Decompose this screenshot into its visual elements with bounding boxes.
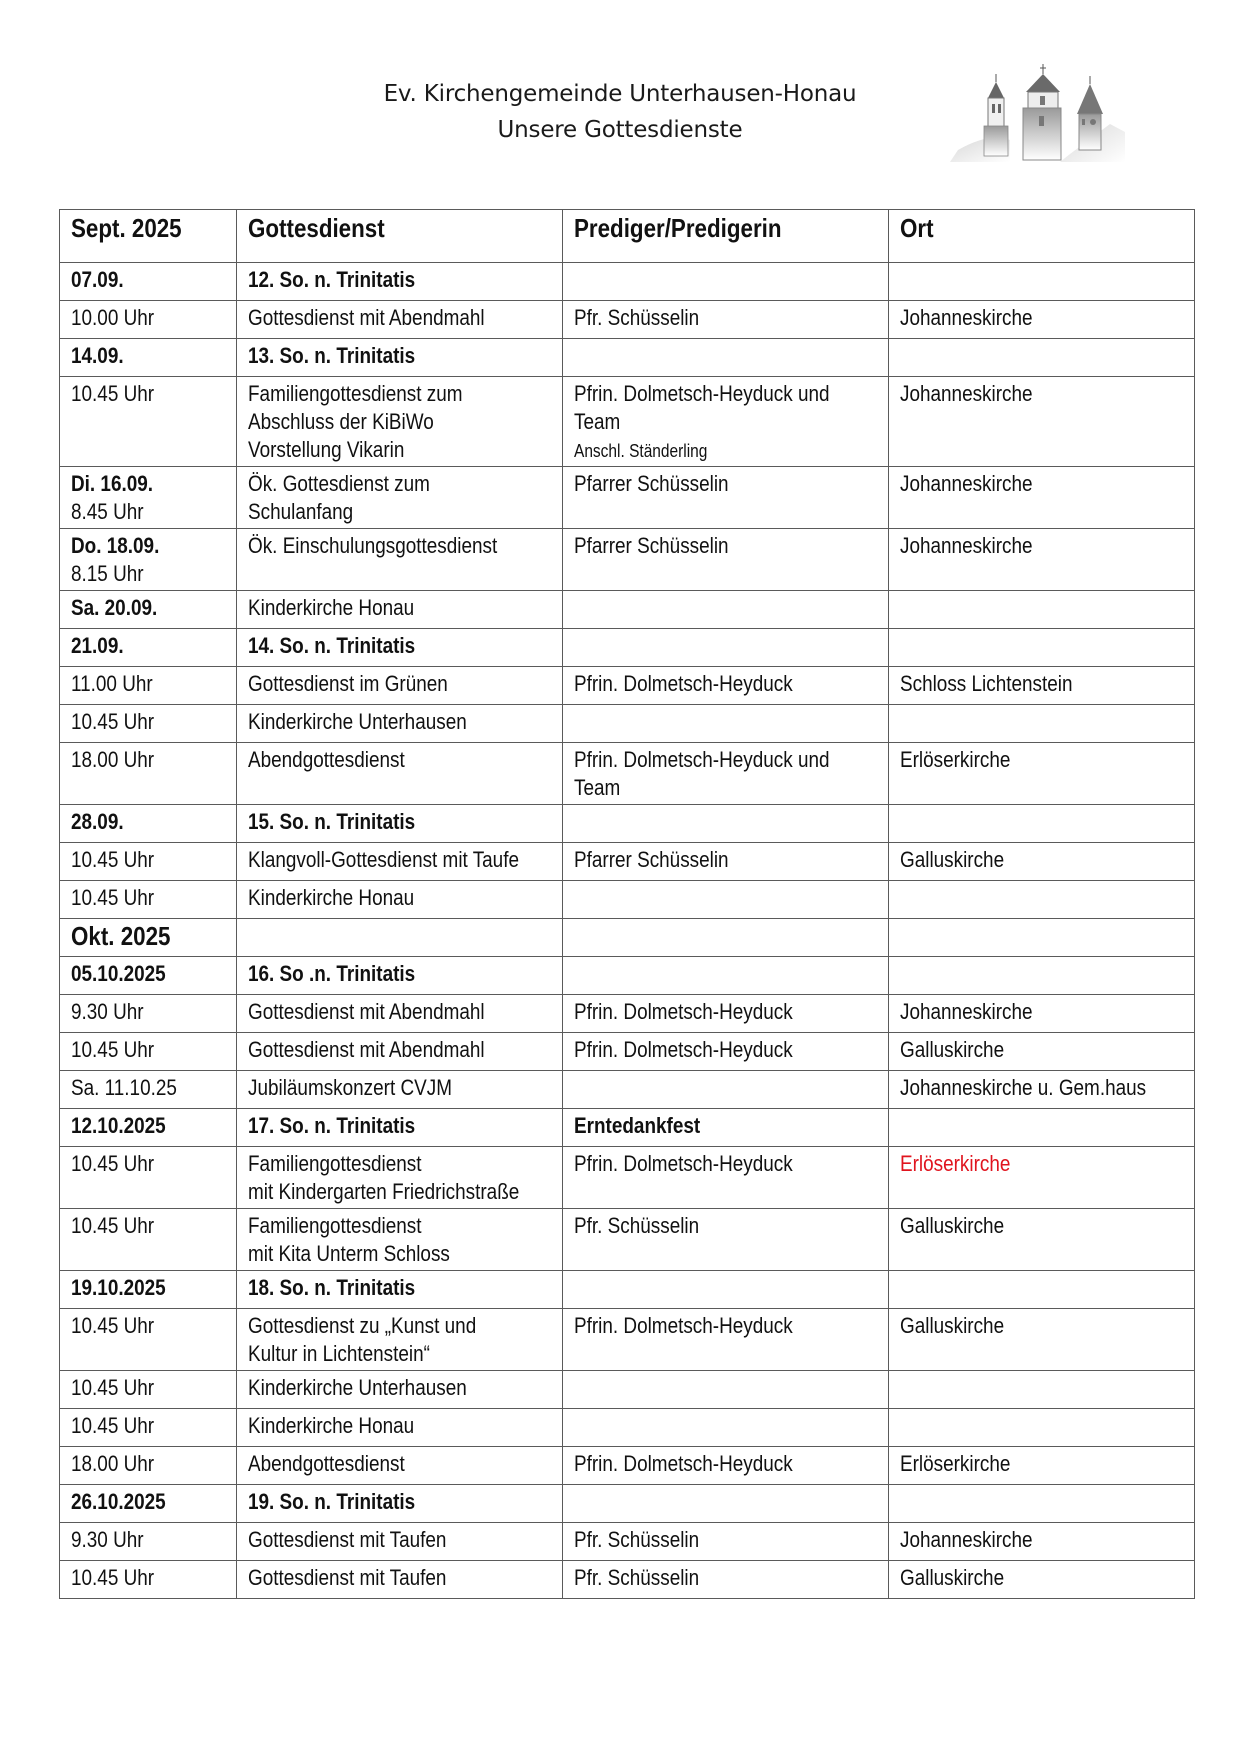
cell-text: Johanneskirche — [900, 999, 1033, 1024]
service-cell — [237, 995, 563, 1033]
cell-text: Johanneskirche — [900, 305, 1033, 330]
service-cell — [237, 843, 563, 881]
table-row — [60, 805, 1195, 843]
cell-text: Pfr. Schüsselin — [574, 1527, 700, 1552]
service-cell — [237, 1447, 563, 1485]
location-cell — [889, 1561, 1195, 1599]
cell-text: 15. So. n. Trinitatis — [248, 809, 416, 834]
location-cell — [889, 919, 1195, 957]
service-cell — [237, 1409, 563, 1447]
cell-text: Pfrin. Dolmetsch-Heyduck — [574, 1451, 793, 1476]
cell-text: Do. 18.09. — [71, 533, 160, 558]
preacher-cell — [563, 1071, 889, 1109]
preacher-cell — [563, 705, 889, 743]
date-time-cell — [60, 591, 237, 629]
cell-text: 10.00 Uhr — [71, 305, 155, 330]
service-cell — [237, 629, 563, 667]
table-row — [60, 1409, 1195, 1447]
location-cell — [889, 263, 1195, 301]
preacher-cell — [563, 667, 889, 705]
location-cell — [889, 1523, 1195, 1561]
table-row — [60, 1371, 1195, 1409]
date-time-cell — [60, 1561, 237, 1599]
table-row — [60, 467, 1195, 529]
cell-text: Gottesdienst mit Taufen — [248, 1527, 447, 1552]
service-cell — [237, 919, 563, 957]
table-row — [60, 1309, 1195, 1371]
cell-text: Galluskirche — [900, 1313, 1005, 1338]
preacher-cell — [563, 881, 889, 919]
service-cell — [237, 1309, 563, 1371]
location-cell — [889, 1409, 1195, 1447]
cell-text: Schloss Lichtenstein — [900, 671, 1073, 696]
cell-text: Ök. Gottesdienst zum — [248, 471, 430, 496]
date-time-cell — [60, 805, 237, 843]
cell-text: 14.09. — [71, 343, 124, 368]
cell-text: Kinderkirche Honau — [248, 595, 415, 620]
cell-text: Galluskirche — [900, 1037, 1005, 1062]
column-header-month: Sept. 2025 — [60, 210, 237, 263]
preacher-cell — [563, 1447, 889, 1485]
cell-text: Kinderkirche Honau — [248, 885, 415, 910]
location-cell — [889, 881, 1195, 919]
location-cell — [889, 1371, 1195, 1409]
cell-text: Pfrin. Dolmetsch-Heyduck und — [574, 381, 830, 406]
cell-text: 10.45 Uhr — [71, 1151, 155, 1176]
table-row — [60, 1485, 1195, 1523]
cell-text: Di. 16.09. — [71, 471, 154, 496]
table-header-row — [60, 210, 1195, 263]
preacher-cell — [563, 1147, 889, 1209]
preacher-cell — [563, 1109, 889, 1147]
preacher-cell — [563, 995, 889, 1033]
date-time-cell — [60, 1209, 237, 1271]
location-cell — [889, 529, 1195, 591]
location-cell — [889, 1147, 1195, 1209]
cell-text: Galluskirche — [900, 847, 1005, 872]
service-cell — [237, 881, 563, 919]
cell-text: Gottesdienst mit Taufen — [248, 1565, 447, 1590]
table-row — [60, 957, 1195, 995]
cell-text: 9.30 Uhr — [71, 999, 144, 1024]
service-cell — [237, 339, 563, 377]
cell-text: Pfrin. Dolmetsch-Heyduck — [574, 1037, 793, 1062]
date-time-cell — [60, 1371, 237, 1409]
cell-text: Gottesdienst mit Abendmahl — [248, 999, 485, 1024]
table-row — [60, 1071, 1195, 1109]
location-cell — [889, 1447, 1195, 1485]
date-time-cell — [60, 667, 237, 705]
cell-text: 10.45 Uhr — [71, 885, 155, 910]
cell-text: Johanneskirche — [900, 381, 1033, 406]
table-row — [60, 1561, 1195, 1599]
location-cell — [889, 1485, 1195, 1523]
cell-text: 11.00 Uhr — [71, 671, 153, 696]
cell-text: Sa. 20.09. — [71, 595, 158, 620]
table-row — [60, 1033, 1195, 1071]
table-row — [60, 705, 1195, 743]
service-time: 8.15 Uhr — [71, 561, 144, 586]
date-time-cell — [60, 843, 237, 881]
cell-text: Pfrin. Dolmetsch-Heyduck — [574, 671, 793, 696]
cell-text: Erntedankfest — [574, 1113, 701, 1138]
cell-text: Schulanfang — [248, 499, 354, 524]
service-cell — [237, 1209, 563, 1271]
table-row — [60, 1271, 1195, 1309]
cell-text: Gottesdienst im Grünen — [248, 671, 448, 696]
table-row — [60, 919, 1195, 957]
service-cell — [237, 705, 563, 743]
service-cell — [237, 805, 563, 843]
cell-text: 10.45 Uhr — [71, 381, 155, 406]
date-time-cell — [60, 1485, 237, 1523]
date-time-cell — [60, 263, 237, 301]
location-cell — [889, 301, 1195, 339]
cell-text: 12.10.2025 — [71, 1113, 166, 1138]
preacher-cell — [563, 301, 889, 339]
cell-text: Jubiläumskonzert CVJM — [248, 1075, 452, 1100]
cell-text: 13. So. n. Trinitatis — [248, 343, 416, 368]
service-cell — [237, 1071, 563, 1109]
table-row — [60, 629, 1195, 667]
location-cell — [889, 591, 1195, 629]
cell-text: 10.45 Uhr — [71, 1375, 155, 1400]
cell-text: 16. So .n. Trinitatis — [248, 961, 416, 986]
cell-text: 18. So. n. Trinitatis — [248, 1275, 416, 1300]
preacher-cell — [563, 957, 889, 995]
cell-text: Klangvoll-Gottesdienst mit Taufe — [248, 847, 519, 872]
cell-text: Gottesdienst mit Abendmahl — [248, 305, 485, 330]
preacher-cell — [563, 339, 889, 377]
cell-text: 10.45 Uhr — [71, 1565, 155, 1590]
preacher-cell — [563, 377, 889, 467]
location-cell — [889, 629, 1195, 667]
service-cell — [237, 1371, 563, 1409]
service-cell — [237, 667, 563, 705]
table-body — [60, 263, 1195, 1599]
cell-text: Okt. 2025 — [71, 921, 171, 951]
cell-text: Familiengottesdienst zum — [248, 381, 463, 406]
cell-text: 10.45 Uhr — [71, 709, 155, 734]
cell-text: Erlöserkirche — [900, 1151, 1011, 1176]
service-cell — [237, 1033, 563, 1071]
cell-text: Gottesdienst mit Abendmahl — [248, 1037, 485, 1062]
location-cell — [889, 705, 1195, 743]
cell-text: 18.00 Uhr — [71, 1451, 155, 1476]
location-cell — [889, 957, 1195, 995]
date-time-cell — [60, 1147, 237, 1209]
preacher-cell — [563, 529, 889, 591]
cell-text: mit Kindergarten Friedrichstraße — [248, 1179, 520, 1204]
cell-text: Kinderkirche Unterhausen — [248, 709, 467, 734]
preacher-cell — [563, 743, 889, 805]
preacher-cell — [563, 1271, 889, 1309]
service-cell — [237, 1271, 563, 1309]
location-cell — [889, 995, 1195, 1033]
location-cell — [889, 1271, 1195, 1309]
cell-text: Team — [574, 409, 621, 434]
preacher-cell — [563, 805, 889, 843]
cell-text: Pfarrer Schüsselin — [574, 847, 729, 872]
cell-text: 10.45 Uhr — [71, 1413, 155, 1438]
cell-text: Familiengottesdienst — [248, 1213, 422, 1238]
cell-text: Pfrin. Dolmetsch-Heyduck und — [574, 747, 830, 772]
cell-text: 18.00 Uhr — [71, 747, 155, 772]
cell-text: 9.30 Uhr — [71, 1527, 144, 1552]
date-time-cell — [60, 705, 237, 743]
cell-text: Abschluss der KiBiWo — [248, 409, 434, 434]
cell-text: Pfarrer Schüsselin — [574, 471, 729, 496]
table-row — [60, 529, 1195, 591]
cell-text: Galluskirche — [900, 1213, 1005, 1238]
location-cell — [889, 805, 1195, 843]
cell-text: Pfr. Schüsselin — [574, 1565, 700, 1590]
preacher-cell — [563, 1561, 889, 1599]
location-cell — [889, 1209, 1195, 1271]
table-row — [60, 301, 1195, 339]
service-cell — [237, 1561, 563, 1599]
preacher-cell — [563, 629, 889, 667]
table-row — [60, 995, 1195, 1033]
cell-text: Pfr. Schüsselin — [574, 1213, 700, 1238]
cell-text: Kultur in Lichtenstein“ — [248, 1341, 430, 1366]
service-cell — [237, 1147, 563, 1209]
preacher-cell — [563, 1309, 889, 1371]
preacher-cell — [563, 843, 889, 881]
table-row — [60, 339, 1195, 377]
page-subtitle: Unsere Gottesdienste — [497, 117, 743, 143]
location-cell — [889, 377, 1195, 467]
date-time-cell — [60, 1109, 237, 1147]
cell-text: Pfrin. Dolmetsch-Heyduck — [574, 1313, 793, 1338]
cell-text: 28.09. — [71, 809, 124, 834]
table-row — [60, 263, 1195, 301]
date-time-cell — [60, 881, 237, 919]
cell-text: 14. So. n. Trinitatis — [248, 633, 416, 658]
service-cell — [237, 263, 563, 301]
cell-text: Johanneskirche u. Gem.haus — [900, 1075, 1147, 1100]
preacher-cell — [563, 1485, 889, 1523]
cell-text: Kinderkirche Honau — [248, 1413, 415, 1438]
date-time-cell — [60, 467, 237, 529]
cell-text: Familiengottesdienst — [248, 1151, 422, 1176]
cell-text: Erlöserkirche — [900, 1451, 1011, 1476]
location-cell — [889, 743, 1195, 805]
table-row — [60, 591, 1195, 629]
table-row — [60, 1209, 1195, 1271]
cell-text: Ök. Einschulungsgottesdienst — [248, 533, 498, 558]
cell-text: Vorstellung Vikarin — [248, 437, 405, 462]
cell-text: Abendgottesdienst — [248, 1451, 405, 1476]
cell-text: Galluskirche — [900, 1565, 1005, 1590]
table-row — [60, 743, 1195, 805]
cell-text: Pfarrer Schüsselin — [574, 533, 729, 558]
cell-text: 10.45 Uhr — [71, 1313, 155, 1338]
date-time-cell — [60, 339, 237, 377]
service-time: 8.45 Uhr — [71, 499, 144, 524]
column-header-service: Gottesdienst — [237, 210, 563, 263]
preacher-cell — [563, 919, 889, 957]
table-row — [60, 667, 1195, 705]
preacher-cell — [563, 591, 889, 629]
cell-text: Pfrin. Dolmetsch-Heyduck — [574, 999, 793, 1024]
table-row — [60, 1523, 1195, 1561]
cell-text: Pfrin. Dolmetsch-Heyduck — [574, 1151, 793, 1176]
preacher-cell — [563, 1033, 889, 1071]
cell-text: Team — [574, 775, 621, 800]
location-cell — [889, 339, 1195, 377]
preacher-cell — [563, 263, 889, 301]
cell-text: Abendgottesdienst — [248, 747, 405, 772]
cell-text: 10.45 Uhr — [71, 1213, 155, 1238]
service-cell — [237, 301, 563, 339]
title-block — [320, 76, 920, 148]
date-time-cell — [60, 1523, 237, 1561]
cell-text: 10.45 Uhr — [71, 1037, 155, 1062]
cell-text: 17. So. n. Trinitatis — [248, 1113, 416, 1138]
cell-text: Pfr. Schüsselin — [574, 305, 700, 330]
cell-text: Johanneskirche — [900, 471, 1033, 496]
cell-text: 19.10.2025 — [71, 1275, 166, 1300]
preacher-cell — [563, 467, 889, 529]
table-row — [60, 1147, 1195, 1209]
service-cell — [237, 743, 563, 805]
cell-text: Kinderkirche Unterhausen — [248, 1375, 467, 1400]
date-time-cell — [60, 995, 237, 1033]
date-time-cell — [60, 957, 237, 995]
date-time-cell — [60, 1447, 237, 1485]
service-schedule-table — [59, 209, 1195, 1599]
location-cell — [889, 1071, 1195, 1109]
location-cell — [889, 1109, 1195, 1147]
service-cell — [237, 1485, 563, 1523]
cell-text: 26.10.2025 — [71, 1489, 166, 1514]
location-cell — [889, 467, 1195, 529]
location-cell — [889, 667, 1195, 705]
preacher-cell — [563, 1371, 889, 1409]
parish-title: Ev. Kirchengemeinde Unterhausen-Honau — [383, 81, 857, 107]
cell-text: 07.09. — [71, 267, 124, 292]
date-time-cell — [60, 301, 237, 339]
preacher-note: Anschl. Ständerling — [574, 441, 708, 461]
service-cell — [237, 467, 563, 529]
cell-text: Gottesdienst zu „Kunst und — [248, 1313, 477, 1338]
cell-text: 05.10.2025 — [71, 961, 166, 986]
date-time-cell — [60, 1309, 237, 1371]
date-time-cell — [60, 1271, 237, 1309]
cell-text: mit Kita Unterm Schloss — [248, 1241, 450, 1266]
column-header-preacher: Prediger/Predigerin — [563, 210, 889, 263]
service-cell — [237, 957, 563, 995]
column-header-location: Ort — [889, 210, 1195, 263]
date-time-cell — [60, 529, 237, 591]
service-cell — [237, 1109, 563, 1147]
service-cell — [237, 1523, 563, 1561]
location-cell — [889, 843, 1195, 881]
cell-text: Sa. 11.10.25 — [71, 1075, 177, 1100]
cell-text: 10.45 Uhr — [71, 847, 155, 872]
date-time-cell — [60, 919, 237, 957]
table-row — [60, 881, 1195, 919]
preacher-cell — [563, 1523, 889, 1561]
church-towers-icon — [950, 62, 1125, 162]
table-row — [60, 1447, 1195, 1485]
cell-text: 19. So. n. Trinitatis — [248, 1489, 416, 1514]
page-header — [0, 76, 1240, 156]
date-time-cell — [60, 1071, 237, 1109]
date-time-cell — [60, 1409, 237, 1447]
service-cell — [237, 529, 563, 591]
preacher-cell — [563, 1409, 889, 1447]
cell-text: 21.09. — [71, 633, 124, 658]
date-time-cell — [60, 629, 237, 667]
preacher-cell — [563, 1209, 889, 1271]
cell-text: Erlöserkirche — [900, 747, 1011, 772]
cell-text: Johanneskirche — [900, 1527, 1033, 1552]
cell-text: 12. So. n. Trinitatis — [248, 267, 416, 292]
date-time-cell — [60, 377, 237, 467]
table-row — [60, 377, 1195, 467]
table-row — [60, 1109, 1195, 1147]
date-time-cell — [60, 743, 237, 805]
service-cell — [237, 591, 563, 629]
table-row — [60, 843, 1195, 881]
service-cell — [237, 377, 563, 467]
location-cell — [889, 1033, 1195, 1071]
cell-text: Johanneskirche — [900, 533, 1033, 558]
date-time-cell — [60, 1033, 237, 1071]
location-cell — [889, 1309, 1195, 1371]
